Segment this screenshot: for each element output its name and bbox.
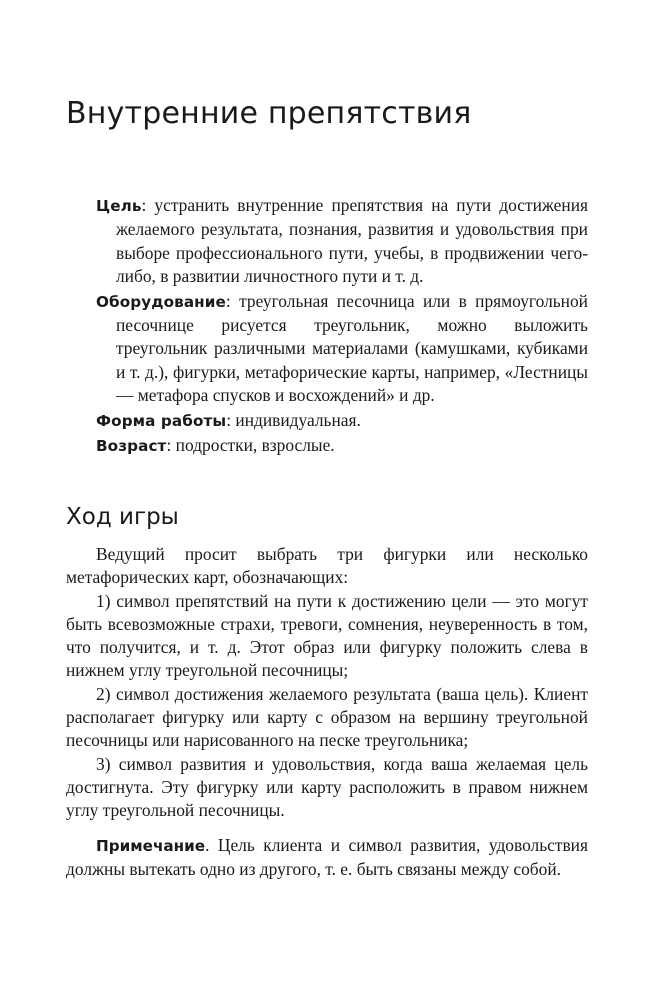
chapter-title: Внутренние препятствия [66, 96, 472, 131]
goal-text: : устранить внутренние препятствия на пути достижения желаемого результата, познания, развития и удовольствия при выборе профессионального пути, учебы, в продвижении чего-либо, в развитии личностного пути и т. д. [116, 195, 588, 287]
form-label: Форма работы [96, 411, 227, 430]
goal-label: Цель [96, 197, 142, 215]
section-title: Ход игры [66, 504, 179, 530]
step-3-paragraph: 3) символ развития и удовольствия, когда ваша желаемая цель достигнута. Эту фигурку или карту расположить в правом нижнем углу треугольной песочницы. [66, 753, 588, 821]
step-2-paragraph: 2) символ достижения желаемого результата (ваша цель). Клиент располагает фигурку или карту с образом на вершину треугольной песочницы или нарисованного на песке треугольника; [66, 683, 588, 751]
equipment-paragraph [96, 290, 588, 408]
step-1-paragraph: 1) символ препятствий на пути к достижению цели — это могут быть всевозможные страхи, тревоги, сомнения, неуверенность в том, что получится, и т. д. Этот образ или фигурку положить слева в нижнем углу треугольной песочницы; [66, 590, 588, 681]
section-body [66, 543, 588, 881]
form-text: : индивидуальная. [226, 409, 361, 430]
age-label: Возраст [96, 437, 167, 456]
goal-paragraph [96, 194, 588, 289]
age-text: : подростки, взрослые. [166, 435, 335, 456]
note-text: . Цель клиента и символ развития, удовольствия должны вытекать одно из другого, т. е. быть связаны между собой. [66, 834, 588, 879]
equipment-label: Оборудование [96, 292, 226, 311]
form-paragraph [96, 409, 588, 433]
age-paragraph [96, 434, 588, 458]
intro-paragraph: Ведущий просит выбрать три фигурки или несколько метафорических карт, обозначающих: [66, 544, 588, 588]
exercise-parameters [96, 194, 588, 459]
note-label: Примечание [96, 836, 206, 855]
equipment-text: : треугольная песочница или в прямоугольной песочнице рисуется треугольник, можно выложить треугольник различными материалами (камушками, кубиками и т. д.), фигурки, метафорические карты, например, «Лестницы — метафора спусков и восхождений» и др. [116, 290, 588, 406]
note-paragraph [66, 834, 588, 882]
